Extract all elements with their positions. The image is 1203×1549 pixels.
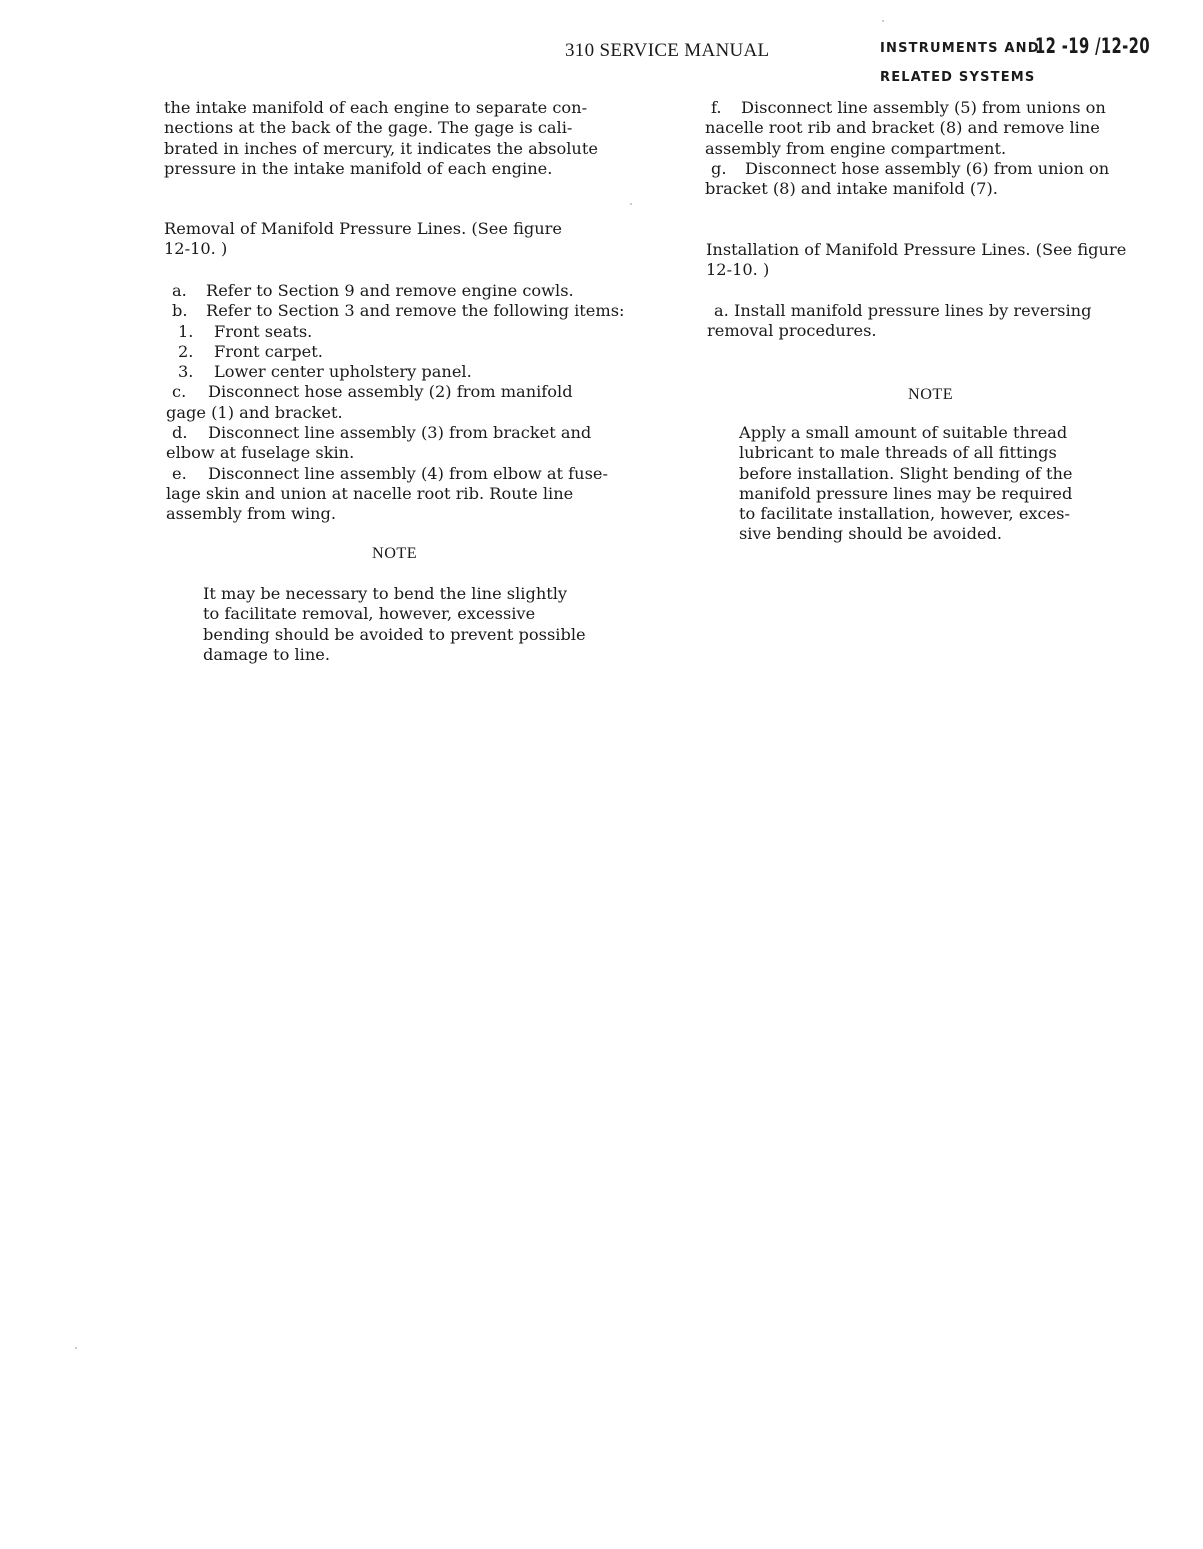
text-line: nections at the back of the gage. The gage is cali- (164, 118, 573, 138)
text-line: damage to line. (203, 644, 331, 664)
scan-speck (882, 20, 884, 22)
step-text: lage skin and union at nacelle root rib. Route line (166, 483, 574, 503)
list-item (166, 322, 625, 342)
step-text: Front carpet. (214, 341, 323, 361)
step-text: assembly from wing. (166, 504, 336, 524)
installation-step (707, 301, 1091, 342)
list-item (166, 301, 625, 321)
step-text: Refer to Section 9 and remove engine cowls. (206, 281, 574, 300)
removal-steps (166, 281, 625, 525)
step-tag: c. (172, 382, 187, 402)
scan-speck (75, 1347, 77, 1349)
installation-heading (706, 240, 1126, 281)
list-item (166, 281, 625, 301)
step-text: Disconnect line assembly (4) from elbow at fuse- (208, 463, 608, 483)
step-text: elbow at fuselage skin. (166, 443, 355, 463)
step-text: Disconnect hose assembly (6) from union on (745, 158, 1110, 178)
text-line: the intake manifold of each engine to separate con- (164, 98, 588, 117)
step-text: Disconnect line assembly (5) from unions on (741, 98, 1106, 117)
list-item (166, 382, 625, 402)
step-text: Refer to Section 3 and remove the following items: (206, 301, 625, 321)
manual-title: 310 SERVICE MANUAL (565, 40, 770, 61)
text-line: manifold pressure lines may be required (739, 483, 1073, 503)
step-tag: f. (711, 98, 722, 117)
step-tag: b. (172, 301, 188, 321)
step-tag: a. (172, 281, 187, 300)
list-item (166, 423, 625, 443)
intro-paragraph (164, 98, 598, 179)
step-tag: 1. (178, 321, 194, 341)
text-line: removal procedures. (707, 321, 877, 341)
step-tag: 2. (178, 341, 194, 361)
step-tag: d. (172, 423, 188, 443)
step-tag: g. (711, 158, 727, 178)
note-title: NOTE (908, 385, 954, 403)
step-text: bracket (8) and intake manifold (7). (705, 179, 998, 199)
list-item (166, 504, 625, 524)
list-item (166, 403, 625, 423)
list-item (166, 362, 625, 382)
text-line: before installation. Slight bending of the (739, 463, 1073, 483)
step-text: Disconnect hose assembly (2) from manifold (208, 382, 573, 402)
list-item (705, 118, 1109, 138)
text-line: 12-10. ) (164, 239, 228, 259)
section-title-line2: RELATED SYSTEMS (880, 70, 1036, 85)
step-text: assembly from engine compartment. (705, 138, 1007, 158)
list-item (705, 179, 1109, 199)
list-item (166, 443, 625, 463)
section-title-line1: INSTRUMENTS AND (880, 41, 1040, 56)
text-line: to facilitate installation, however, exces- (739, 504, 1070, 524)
text-line: a. Install manifold pressure lines by reversing (714, 301, 1092, 320)
step-text: Lower center upholstery panel. (214, 362, 472, 382)
text-line: Installation of Manifold Pressure Lines. (See figure (706, 240, 1127, 259)
note-title: NOTE (372, 544, 418, 562)
step-text: Front seats. (214, 321, 313, 341)
step-tag: 3. (178, 362, 194, 382)
text-line: lubricant to male threads of all fittings (739, 443, 1057, 463)
removal-heading (164, 219, 562, 260)
removal-steps-continued (705, 98, 1109, 199)
step-tag: e. (172, 463, 187, 483)
text-line: brated in inches of mercury, it indicates the absolute (164, 138, 598, 158)
text-line: It may be necessary to bend the line slightly (203, 584, 568, 603)
text-line: bending should be avoided to prevent possible (203, 624, 586, 644)
text-line: 12-10. ) (706, 260, 770, 280)
text-line: Removal of Manifold Pressure Lines. (See figure (164, 219, 562, 238)
text-line: Apply a small amount of suitable thread (739, 423, 1068, 442)
list-item (705, 98, 1109, 118)
list-item (705, 139, 1109, 159)
note-body (739, 423, 1072, 545)
page-numbers: 12 -19 /12-20 (1035, 34, 1150, 58)
text-line: pressure in the intake manifold of each engine. (164, 158, 553, 178)
note-body (203, 584, 586, 665)
list-item (705, 159, 1109, 179)
step-text: nacelle root rib and bracket (8) and remove line (705, 118, 1100, 138)
step-text: gage (1) and bracket. (166, 402, 343, 422)
step-text: Disconnect line assembly (3) from bracket and (208, 423, 592, 443)
text-line: to facilitate removal, however, excessive (203, 604, 536, 624)
text-line: sive bending should be avoided. (739, 524, 1003, 544)
list-item (166, 484, 625, 504)
list-item (166, 464, 625, 484)
list-item (166, 342, 625, 362)
scan-speck (630, 203, 632, 205)
